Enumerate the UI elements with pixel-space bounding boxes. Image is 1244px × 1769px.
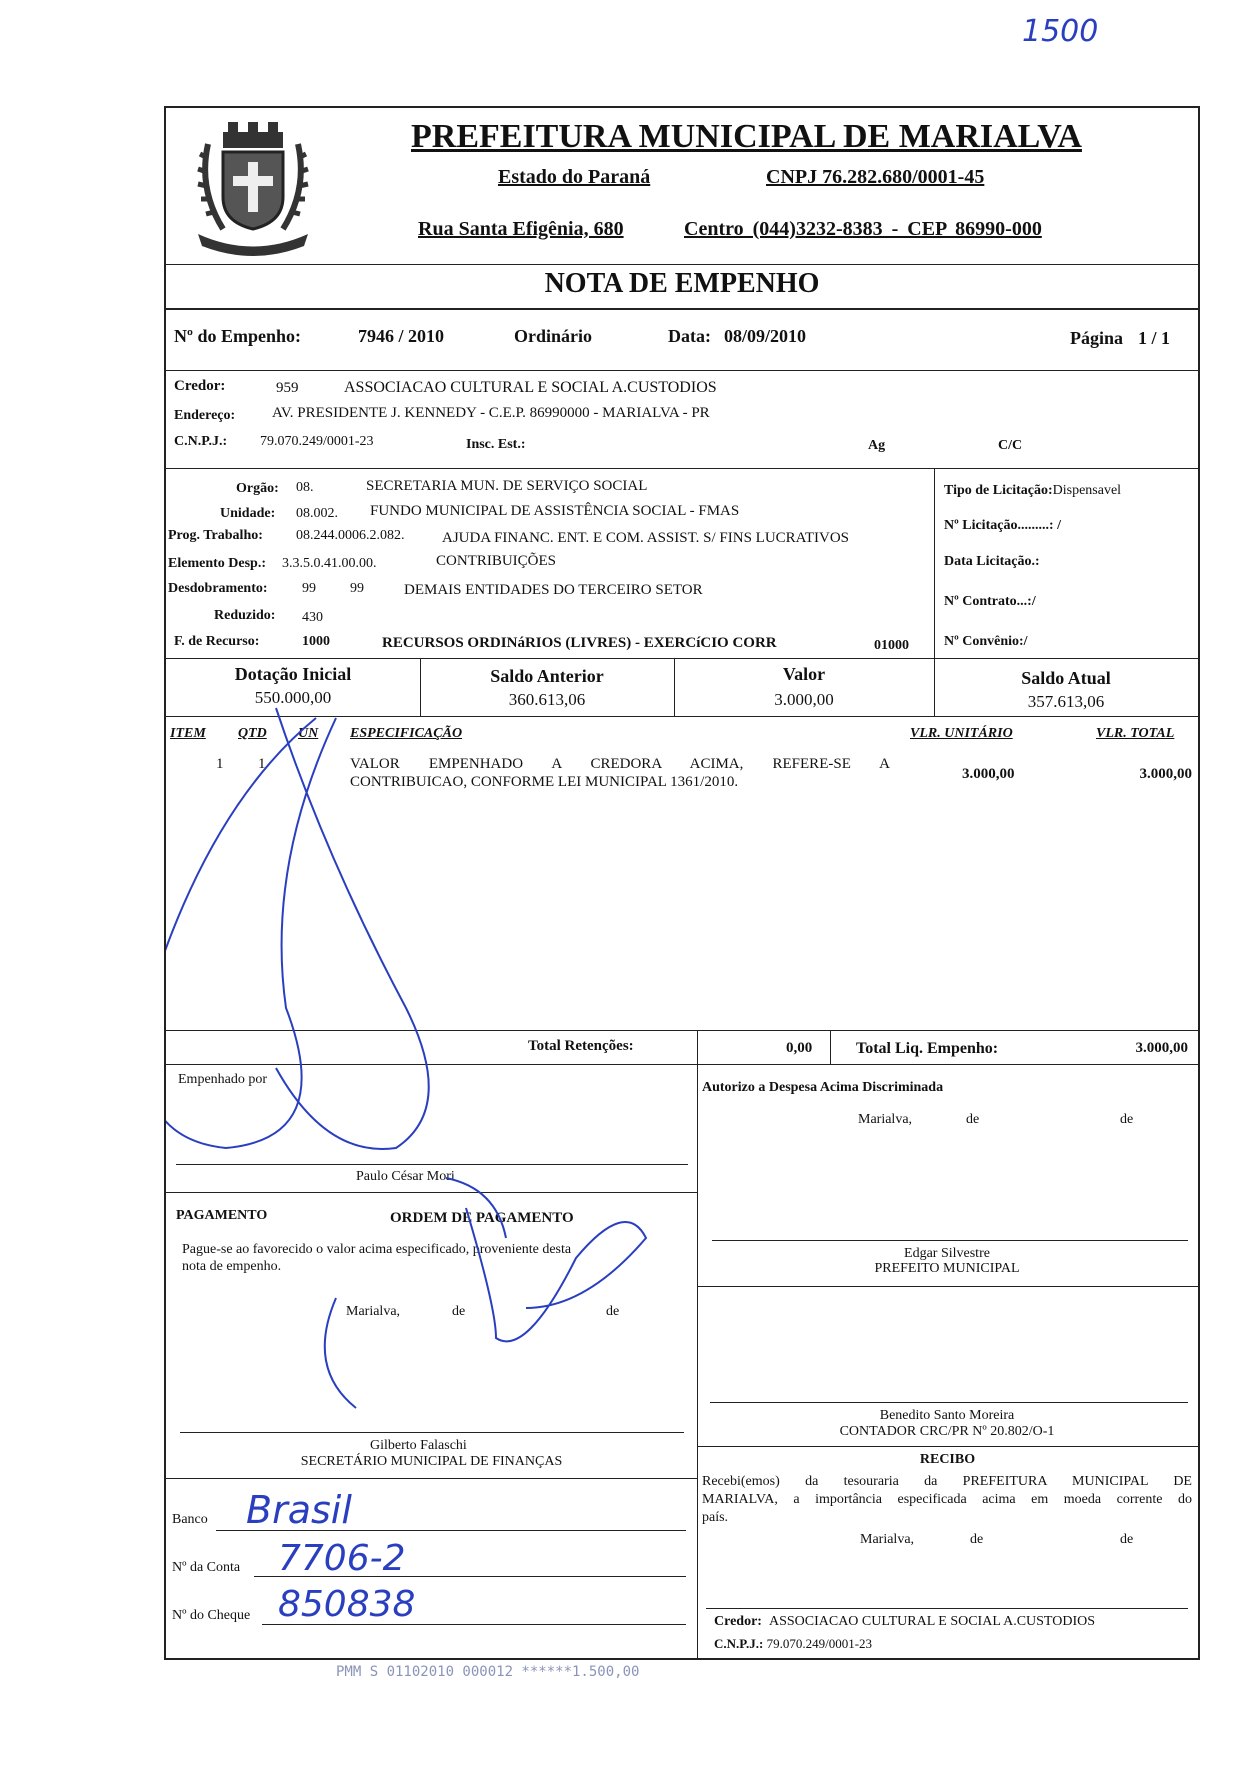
total-retencoes-label: Total Retenções: [528,1038,634,1054]
prog-label: Prog. Trabalho: [168,528,263,543]
empenhado-por-label: Empenhado por [178,1072,268,1087]
row-spec-line2: CONTRIBUICAO, CONFORME LEI MUNICIPAL 1361/2010. [350,774,739,790]
reduzido-label: Reduzido: [214,608,276,623]
pagamento-text-line2: nota de empenho. [182,1259,282,1274]
credor-address: AV. PRESIDENTE J. KENNEDY - C.E.P. 86990000 - MARIALVA - PR [272,405,710,421]
prefeito-signer: Edgar Silvestre [904,1246,990,1261]
autorizo-de1: de [966,1112,980,1127]
doc-title: NOTA DE EMPENHO [544,268,820,299]
valor: 3.000,00 [774,690,834,709]
desdobramento-code1: 99 [302,581,316,596]
pagamento-city: Marialva, [346,1304,401,1319]
pagamento-de1: de [452,1304,466,1319]
recibo-text-line2: MARIALVA, a importância especificada acima em moeda corrente do [702,1492,1192,1507]
ordem-pagamento-label: ORDEM DE PAGAMENTO [390,1210,574,1226]
recibo-cnpj: C.N.P.J.: 79.070.249/0001-23 [714,1636,873,1651]
fonte-name: RECURSOS ORDINáRIOS (LIVRES) - EXERCíCIO CORR [382,635,777,651]
recibo-text-line3: país. [702,1510,729,1525]
address-label: Rua Santa Efigênia, 680 [418,218,624,240]
orgao-name: SECRETARIA MUN. DE SERVIÇO SOCIAL [366,478,648,494]
saldo-anterior-label: Saldo Anterior [490,666,604,686]
orgao-label: Orgão: [236,481,279,496]
page-label: Página [1070,328,1124,348]
autorizo-label: Autorizo a Despesa Acima Discriminada [702,1080,944,1095]
contact-label: Centro (044)3232-8383 - CEP 86990-000 [684,218,1042,240]
unidade-name: FUNDO MUNICIPAL DE ASSISTÊNCIA SOCIAL - FMAS [370,503,740,519]
numero-convenio: Nº Convênio:/ [944,634,1028,649]
prog-code: 08.244.0006.2.082. [296,528,405,543]
ag-label: Ag [868,438,886,453]
cheque-label: Nº do Cheque [172,1608,251,1623]
credor-label: Credor: [174,378,226,394]
banco-label: Banco [172,1512,208,1527]
credor-cnpj-label: C.N.P.J.: [174,434,228,449]
tipo-licitacao: Tipo de Licitação:Dispensavel [944,483,1122,498]
numero-contrato: Nº Contrato...:/ [944,594,1036,609]
credor-code: 959 [276,380,299,396]
saldo-atual-label: Saldo Atual [1021,668,1111,688]
cnpj-label: CNPJ 76.282.680/0001-45 [766,166,985,188]
elemento-code: 3.3.5.0.41.00.00. [282,556,377,571]
endereco-label: Endereço: [174,408,236,423]
dotacao-inicial: 550.000,00 [254,688,332,707]
contador-signer: Benedito Santo Moreira [879,1408,1015,1423]
total-retencoes: 0,00 [786,1040,813,1056]
autorizo-city: Marialva, [858,1112,913,1127]
autorizo-de2: de [1120,1112,1134,1127]
dotacao-inicial-label: Dotação Inicial [234,664,352,684]
empenho-type: Ordinário [514,326,593,346]
col-header-spec: ESPECIFICAÇÃO [350,726,463,741]
elemento-label: Elemento Desp.: [168,556,266,571]
desdobramento-label: Desdobramento: [168,581,268,596]
row-unit: 3.000,00 [962,766,1015,782]
prefeito-role: PREFEITO MUNICIPAL [874,1261,1020,1276]
conta-label: Nº da Conta [172,1560,241,1575]
unidade-label: Unidade: [220,506,276,521]
row-qtd: 1 [258,756,266,772]
cc-label: C/C [998,438,1023,453]
total-liq-label: Total Liq. Empenho: [856,1040,999,1057]
saldo-atual: 357.613,06 [1027,692,1105,711]
recibo-credor: Credor: ASSOCIACAO CULTURAL E SOCIAL A.CUSTODIOS [714,1614,1096,1629]
pagamento-de2: de [606,1304,620,1319]
orgao-code: 08. [296,480,314,495]
handwritten-signatures [166,108,1198,1658]
credor-cnpj: 79.070.249/0001-23 [260,434,374,449]
empenho-number-label: Nº do Empenho: [174,326,301,346]
bank-stamp: PMM S 01102010 000012 ******1.500,00 [336,1664,640,1680]
fonte-code2: 01000 [874,638,909,653]
desdobramento-code2: 99 [350,581,364,596]
banco-handwritten: Brasil [246,1488,352,1532]
valor-label: Valor [782,664,826,684]
empenho-number: 7946 / 2010 [358,326,445,346]
nota-de-empenho-form [164,106,1200,1660]
handwritten-page-number: 1500 [1022,14,1099,49]
municipality-title: PREFEITURA MUNICIPAL DE MARIALVA [411,118,1082,155]
recibo-de2: de [1120,1532,1134,1547]
col-header-qtd: QTD [238,726,267,741]
numero-licitacao: Nº Licitação.........: / [944,518,1061,533]
secretario-role: SECRETÁRIO MUNICIPAL DE FINANÇAS [300,1454,563,1469]
row-item: 1 [216,756,224,772]
saldo-anterior: 360.613,06 [508,690,586,709]
desdobramento-name: DEMAIS ENTIDADES DO TERCEIRO SETOR [404,582,703,598]
empenho-date-label: Data: [668,326,711,346]
reduzido-code: 430 [302,610,323,625]
col-header-unit: VLR. UNITÁRIO [910,726,1013,741]
conta-handwritten: 7706-2 [278,1538,406,1579]
prog-name: AJUDA FINANC. ENT. E COM. ASSIST. S/ FINS LUCRATIVOS [442,530,849,546]
page-value: 1 / 1 [1138,328,1171,348]
elemento-name: CONTRIBUIÇÕES [436,553,557,569]
insc-est-label: Insc. Est.: [466,437,526,452]
state-label: Estado do Paraná [498,166,651,188]
col-header-un: UN [298,726,319,741]
recibo-city: Marialva, [860,1532,915,1547]
total-liq: 3.000,00 [1135,1040,1188,1056]
row-spec-line1: VALOR EMPENHADO A CREDORA ACIMA, REFERE-SE A [350,756,890,772]
empenhado-signer: Paulo César Mori [356,1169,455,1184]
data-licitacao: Data Licitação.: [944,554,1040,569]
contador-role: CONTADOR CRC/PR Nº 20.802/O-1 [839,1424,1055,1439]
fonte-code: 1000 [302,634,330,649]
col-header-item: ITEM [170,726,206,741]
empenho-date: 08/09/2010 [724,326,807,346]
unidade-code: 08.002. [296,506,338,521]
cheque-handwritten: 850838 [278,1584,416,1625]
pagamento-label: PAGAMENTO [176,1208,268,1223]
credor-name: ASSOCIACAO CULTURAL E SOCIAL A.CUSTODIOS [344,379,717,396]
recibo-de1: de [970,1532,984,1547]
fonte-label: F. de Recurso: [174,634,260,649]
secretario-signer: Gilberto Falaschi [370,1438,467,1453]
col-header-total: VLR. TOTAL [1096,726,1175,741]
pagamento-text-line1: Pague-se ao favorecido o valor acima especificado, proveniente desta [182,1242,572,1257]
row-total: 3.000,00 [1139,766,1192,782]
recibo-text-line1: Recebi(emos) da tesouraria da PREFEITURA MUNICIPAL DE [702,1474,1192,1489]
recibo-title: RECIBO [919,1452,976,1467]
